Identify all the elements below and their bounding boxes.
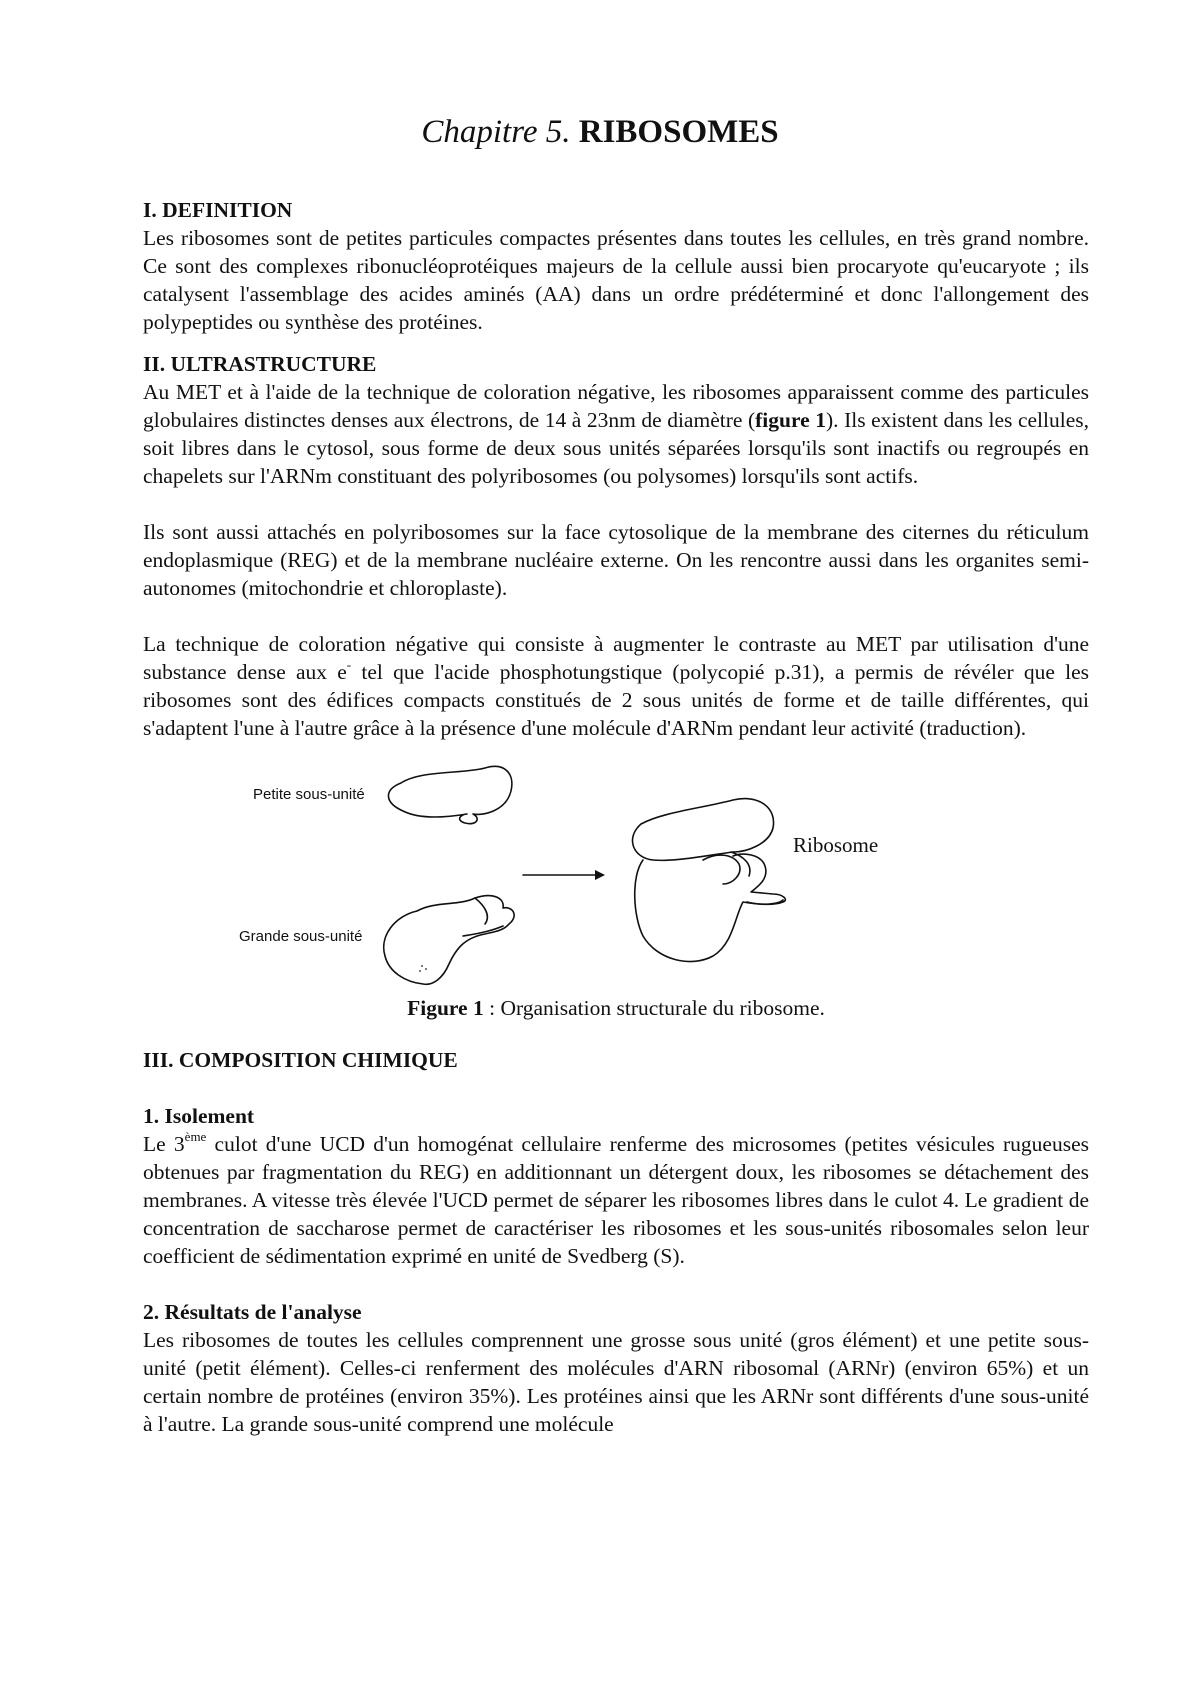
definition-paragraph: Les ribosomes sont de petites particules compactes présentes dans toutes les cellules, en très grand nombre. Ce sont des complexes ribonucléoprotéiques majeurs de la cellule aussi bien procaryote qu'eucaryote ; ils catalysent l'assemblage des acides aminés (AA) dans un ordre prédéterminé et donc l'allongement des polypeptides ou synthèse des protéines. bbox=[143, 226, 1089, 334]
ribosome-label: Ribosome bbox=[793, 833, 879, 857]
ultrastructure-p3-text: La technique de coloration négative qui consiste à augmenter le contraste au MET par utilisation d'une substance dense aux e bbox=[143, 632, 1089, 684]
isolement-heading: 1. Isolement bbox=[143, 1104, 255, 1128]
ultrastructure-p3-text-end: tel que l'acide phosphotungstique (polycopié p.31), a permis de révéler que les ribosomes sont des édifices compacts constitués de 2 sous unités de forme et de taille différentes, qui s'adaptent l'une à l'autre grâce à la présence d'une molécule d'ARNm pendant leur activité (traduction). bbox=[143, 660, 1090, 740]
document-body bbox=[143, 196, 1089, 1438]
ultrastructure-paragraph-1 bbox=[143, 378, 1089, 490]
figure-1 bbox=[143, 756, 1089, 1046]
chapter-number: Chapitre 5. bbox=[421, 114, 571, 150]
small-subunit-shape bbox=[388, 766, 511, 823]
composition-heading: III. COMPOSITION CHIMIQUE bbox=[143, 1048, 458, 1072]
resultats-heading: 2. Résultats de l'analyse bbox=[143, 1300, 362, 1324]
page-title bbox=[0, 112, 1200, 152]
isolement-text-end: culot d'une UCD d'un homogénat cellulaire renferme des microsomes (petites vésicules rugueuses obtenues par fragmentation du REG) en additionnant un détergent doux, les ribosomes se détachement des membranes. A vitesse très élevée l'UCD permet de séparer les ribosomes libres dans le culot 4. Le gradient de concentration de saccharose permet de caractériser les ribosomes et les sous-unités ribosomales selon leur coefficient de sédimentation exprimé en unité de Svedberg (S). bbox=[143, 1132, 1090, 1268]
definition-heading: I. DEFINITION bbox=[143, 198, 293, 222]
figure-caption bbox=[143, 994, 1089, 1022]
isolement-paragraph bbox=[143, 1130, 1089, 1270]
figure-caption-label: Figure 1 bbox=[407, 996, 484, 1020]
figure-caption-text: : Organisation structurale du ribosome. bbox=[483, 996, 825, 1020]
figure-reference: figure 1 bbox=[755, 408, 826, 432]
large-subunit-label: Grande sous-unité bbox=[239, 928, 363, 945]
ultrastructure-p1-text-end: ). Ils existent dans les cellules, soit libres dans le cytosol, sous forme de deux sous unités séparées lorsqu'ils sont inactifs ou regroupés en chapelets sur l'ARNm constituant des polyribosomes (ou polysomes) lorsqu'ils sont actifs. bbox=[143, 408, 1089, 488]
ultrastructure-paragraph-2: Ils sont aussi attachés en polyribosomes sur la face cytosolique de la membrane des citernes du réticulum endoplasmique (REG) et de la membrane nucléaire externe. On les rencontre aussi dans les organites semi-autonomes (mitochondrie et chloroplaste). bbox=[143, 520, 1089, 600]
isolement-text: Le 3 bbox=[143, 1132, 185, 1156]
ordinal-superscript: ème bbox=[184, 1128, 207, 1144]
ribosome-large-subunit bbox=[635, 854, 786, 961]
chapter-title: RIBOSOMES bbox=[578, 114, 779, 150]
ultrastructure-heading: II. ULTRASTRUCTURE bbox=[143, 352, 377, 376]
large-subunit-shape bbox=[384, 896, 514, 985]
ultrastructure-p1-text: Au MET et à l'aide de la technique de coloration négative, les ribosomes apparaissent comme des particules globulaires distinctes denses aux électrons, de 14 à 23nm de diamètre ( bbox=[143, 380, 1089, 432]
resultats-paragraph: Les ribosomes de toutes les cellules comprennent une grosse sous unité (gros élément) et une petite sous-unité (petit élément). Celles-ci renferment des molécules d'ARN ribosomal (ARNr) (environ 65%) et un certain nombre de protéines (environ 35%). Les protéines ainsi que les ARNr sont différents d'une sous-unité à l'autre. La grande sous-unité comprend une molécule bbox=[143, 1328, 1089, 1436]
ribosome-small-subunit bbox=[632, 799, 773, 861]
ultrastructure-paragraph-3 bbox=[143, 630, 1089, 742]
electron-superscript: - bbox=[346, 656, 352, 672]
small-subunit-label: Petite sous-unité bbox=[253, 786, 365, 803]
